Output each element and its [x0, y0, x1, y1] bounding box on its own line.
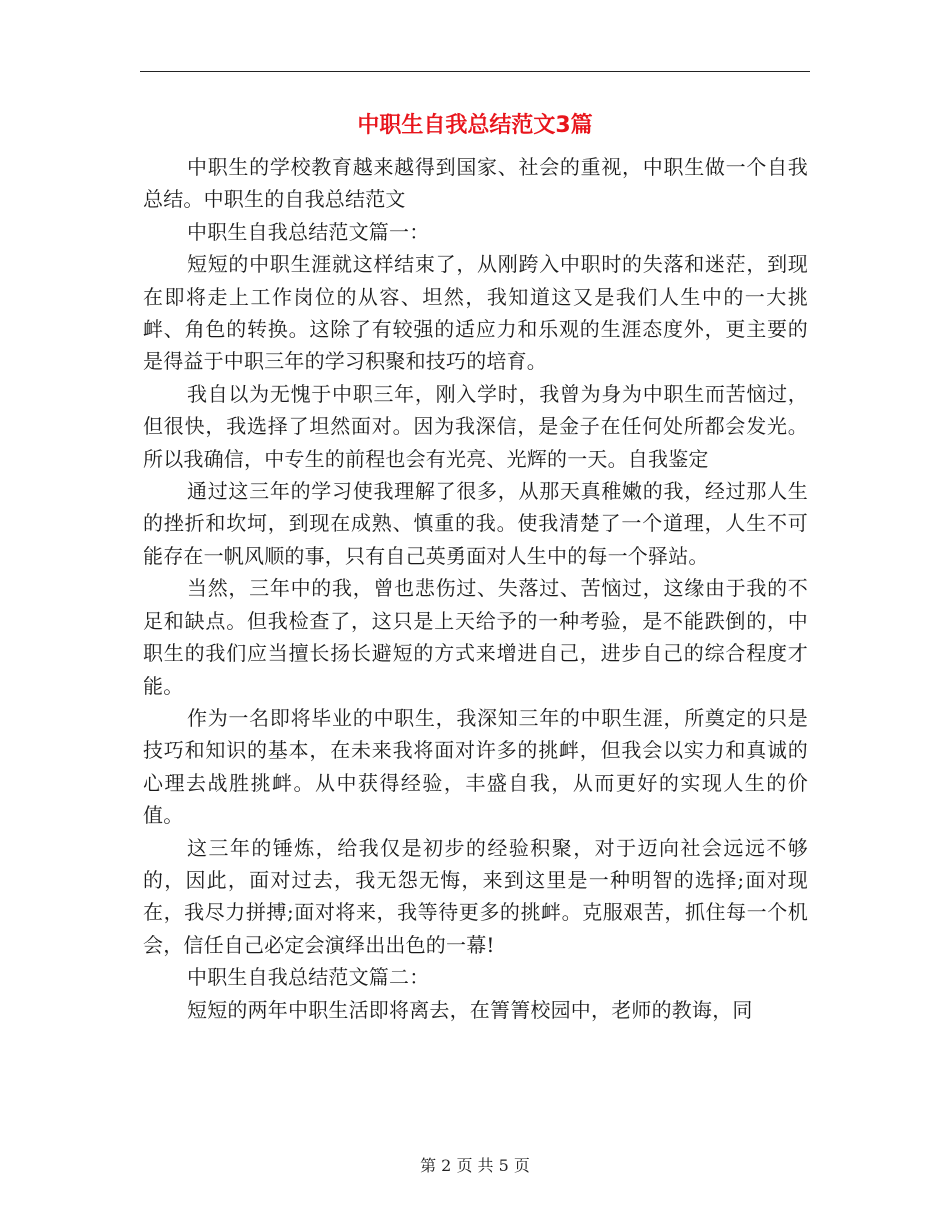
header-rule	[140, 71, 810, 72]
paragraph: 短短的中职生涯就这样结束了，从刚跨入中职时的失落和迷茫，到现在即将走上工作岗位的从容、坦然，我知道这又是我们人生中的一大挑衅、角色的转换。这除了有较强的适应力和乐观的生涯态度外，更主要的是得益于中职三年的学习积聚和技巧的培育。	[143, 252, 808, 374]
paragraph: 作为一名即将毕业的中职生，我深知三年的中职生涯，所奠定的只是技巧和知识的基本，在未来我将面对许多的挑衅，但我会以实力和真诚的心理去战胜挑衅。从中获得经验，丰盛自我，从而更好的实现人生的价值。	[143, 705, 808, 828]
page-number-footer: 第 2 页 共 5 页	[420, 1156, 530, 1175]
document-title: 中职生自我总结范文3篇	[357, 113, 593, 138]
section-heading-part-two: 中职生自我总结范文篇二：	[187, 965, 430, 990]
paragraph: 这三年的锤炼，给我仅是初步的经验积聚，对于迈向社会远远不够的，因此，面对过去，我无怨无悔，来到这里是一种明智的选择;面对现在，我尽力拼搏;面对将来，我等待更多的挑衅。克服艰苦，抓住每一个机会，信任自己必定会演绎出出色的一幕!	[143, 835, 808, 957]
section-heading-part-one: 中职生自我总结范文篇一：	[187, 219, 430, 244]
paragraph: 通过这三年的学习使我理解了很多，从那天真稚嫩的我，经过那人生的挫折和坎坷，到现在成熟、慎重的我。使我清楚了一个道理，人生不可能存在一帆风顺的事，只有自己英勇面对人生中的每一个驿站。	[143, 479, 808, 568]
paragraph: 当然，三年中的我，曾也悲伤过、失落过、苦恼过，这缘由于我的不足和缺点。但我检查了，这只是上天给予的一种考验，是不能跌倒的，中职生的我们应当擅长扬长避短的方式来增进自己，进步自己的综合程度才能。	[143, 576, 808, 698]
document-body	[143, 151, 808, 1026]
paragraph-intro: 中职生的学校教育越来越得到国家、社会的重视，中职生做一个自我总结。中职生的自我总结范文	[143, 155, 808, 212]
paragraph: 短短的两年中职生活即将离去，在箐箐校园中，老师的教诲，同	[187, 997, 753, 1022]
paragraph: 我自以为无愧于中职三年，刚入学时，我曾为身为中职生而苦恼过，但很快，我选择了坦然面对。因为我深信，是金子在任何处所都会发光。所以我确信，中专生的前程也会有光亮、光辉的一天。自我鉴定	[143, 381, 808, 471]
